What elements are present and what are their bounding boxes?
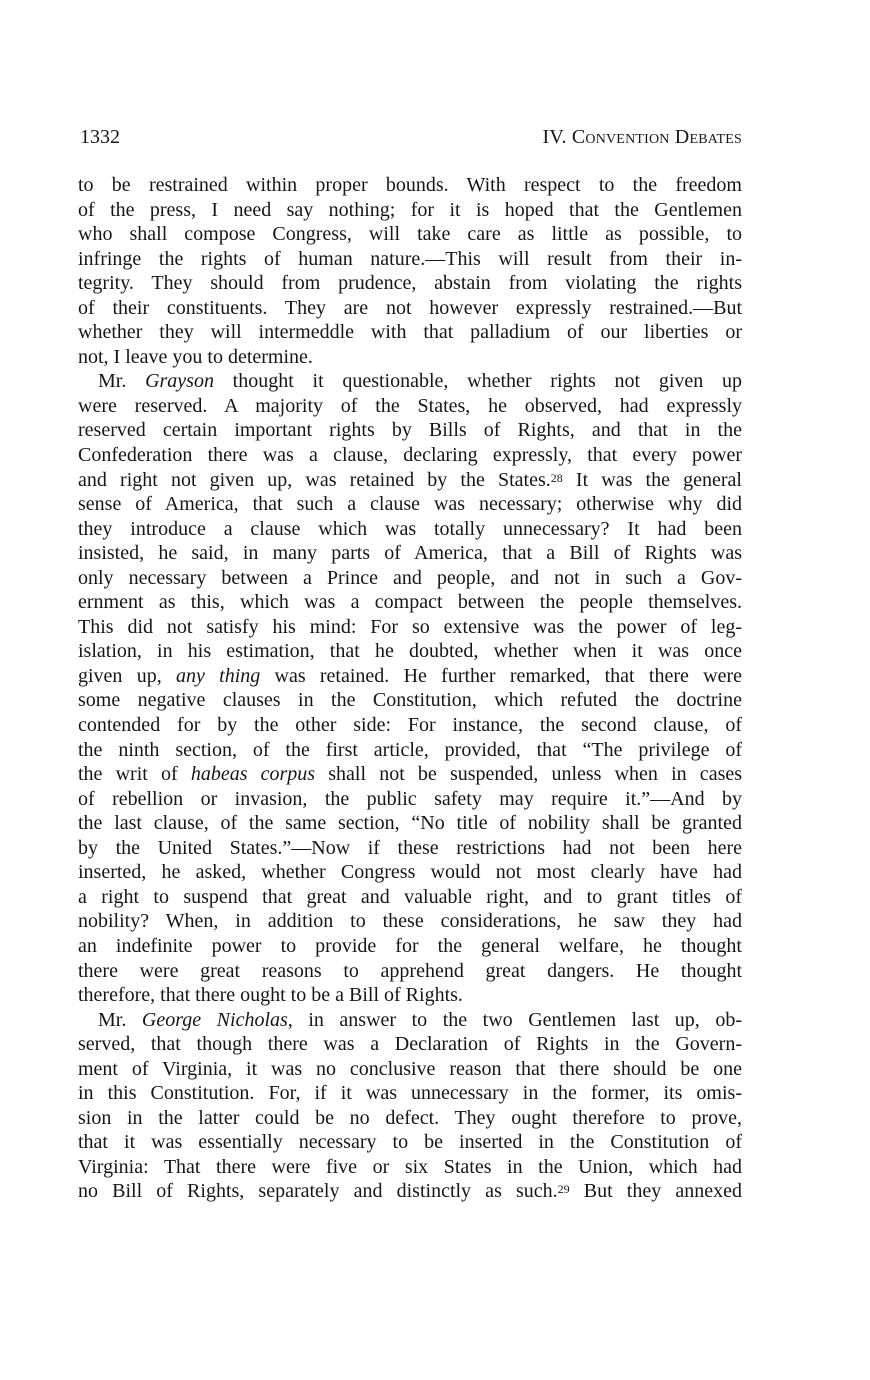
text-line: This did not satisfy his mind: For so extensive was the power of leg- [78,615,742,638]
text-line: and right not given up, was retained by the States.$^{28}$ It was the general [78,468,742,491]
text-line: Confederation there was a clause, declaring expressly, that every power [78,444,742,467]
text-line: the ninth section, of the first article, provided, that “The privilege of [78,738,742,761]
body-text [78,173,742,1204]
text-line: sion in the latter could be no defect. They ought therefore to prove, [78,1106,742,1129]
text-line: not, I leave you to determine. [78,345,313,368]
text-line: reserved certain important rights by Bills of Rights, and that in the [78,419,742,442]
text-line: given up, any thing was retained. He further remarked, that there were [78,664,742,687]
text-line: inserted, he asked, whether Congress would not most clearly have had [78,861,742,884]
text-line: in this Constitution. For, if it was unnecessary in the former, its omis- [78,1082,742,1105]
text-line: contended for by the other side: For instance, the second clause, of [78,714,742,737]
text-line: ment of Virginia, it was no conclusive reason that there should be one [78,1057,742,1080]
text-line: the writ of habeas corpus shall not be suspended, unless when in cases [78,763,742,786]
text-line: by the United States.”—Now if these restrictions had not been here [78,836,742,859]
text-line: infringe the rights of human nature.—This will result from their in- [78,247,742,270]
text-line: a right to suspend that great and valuable right, and to grant titles of [78,885,742,908]
text-line: Mr. George Nicholas, in answer to the two Gentlemen last up, ob- [98,1008,742,1031]
section-title: IV. Convention Debates [542,126,742,148]
text-line: therefore, that there ought to be a Bill of Rights. [78,984,463,1007]
text-line: whether they will intermeddle with that palladium of our liberties or [78,321,742,344]
text-line: of their constituents. They are not however expressly restrained.—But [78,296,742,319]
text-line: tegrity. They should from prudence, abstain from violating the rights [78,272,742,295]
text-line: of rebellion or invasion, the public safety may require it.”—And by [78,787,742,810]
page-number: 1332 [80,126,120,148]
text-line: islation, in his estimation, that he doubted, whether when it was once [78,640,742,663]
running-head [80,126,742,156]
text-line: there were great reasons to apprehend great dangers. He thought [78,959,742,982]
text-line: served, that though there was a Declaration of Rights in the Govern- [78,1033,742,1056]
text-line: they introduce a clause which was totally unnecessary? It had been [78,517,742,540]
text-line: the last clause, of the same section, “No title of nobility shall be granted [78,812,742,835]
text-line: to be restrained within proper bounds. With respect to the freedom [78,174,742,196]
text-line: that it was essentially necessary to be inserted in the Constitution of [78,1131,742,1154]
text-line: who shall compose Congress, will take care as little as possible, to [78,223,742,246]
text-line: insisted, he said, in many parts of America, that a Bill of Rights was [78,542,742,565]
text-line: sense of America, that such a clause was necessary; otherwise why did [78,493,742,516]
text-line: were reserved. A majority of the States, he observed, had expressly [78,394,742,417]
text-line: an indefinite power to provide for the general welfare, he thought [78,934,742,957]
text-line: of the press, I need say nothing; for it is hoped that the Gentlemen [78,198,742,221]
text-line: no Bill of Rights, separately and distinctly as such.$^{29}$ But they annexed [78,1180,742,1203]
text-line: Virginia: That there were five or six States in the Union, which had [78,1155,742,1178]
text-line: only necessary between a Prince and people, and not in such a Gov- [78,566,742,589]
text-line: some negative clauses in the Constitution, which refuted the doctrine [78,689,742,712]
text-line: nobility? When, in addition to these considerations, he saw they had [78,910,742,933]
text-line: Mr. Grayson thought it questionable, whether rights not given up [98,370,742,393]
text-line: ernment as this, which was a compact between the people themselves. [78,591,742,614]
